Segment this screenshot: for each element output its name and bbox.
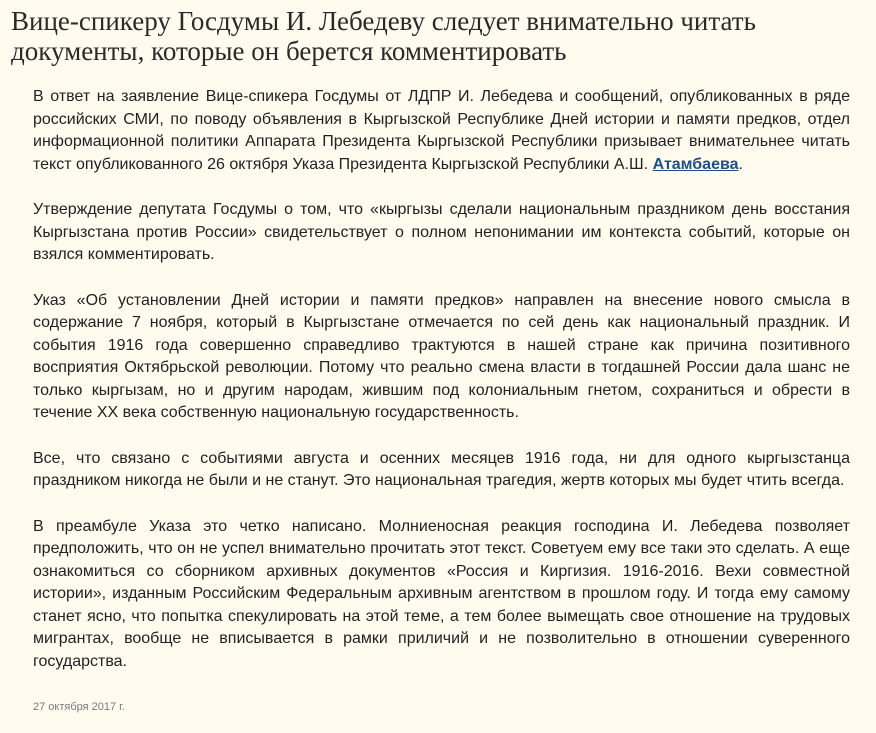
- paragraph-4: Все, что связано с событиями августа и осенних месяцев 1916 года, ни для одного кыргызстанца праздником никогда не были и не станут. Это национальная трагедия, жертв которых мы будет чтить всегда.: [33, 449, 850, 489]
- publication-date: 27 октября 2017 г.: [33, 701, 125, 713]
- paragraph-5: В преамбуле Указа это четко написано. Молниеносная реакция господина И. Лебедева позволяет предположить, что он не успел внимательно прочитать этот текст. Советуем ему все таки это сделать. А еще ознакомиться со сборником архивных документов «Россия и Киргизия. 1916-2016. Вехи совместной истории», изданным Российским Федеральным архивным агентством в прошлом году. И тогда ему самому станет ясно, что попытка спекулировать на этой теме, а тем более вымещать свое отношение на трудовых мигрантах, вообще не вписывается в рамки приличий и не позволительно в отношении суверенного государства.: [33, 517, 850, 670]
- atambaev-link[interactable]: Атамбаева: [652, 155, 739, 173]
- paragraph-1-end: .: [738, 155, 743, 173]
- paragraph-1-text: В ответ на заявление Вице-спикера Госдумы от ЛДПР И. Лебедева и сообщений, опубликованных в ряде российских СМИ, по поводу объявления в Кыргызской Республике Дней истории и памяти предков, отдел информационной политики Аппарата Президента Кыргызской Республики призывает внимательнее читать текст опубликованного 26 октября Указа Президента Кыргызской Республики А.Ш.: [33, 88, 850, 173]
- paragraph-1: [33, 86, 850, 176]
- paragraph-3: Указ «Об установлении Дней истории и памяти предков» направлен на внесение нового смысла в содержание 7 ноября, который в Кыргызстане отмечается по сей день как национальный праздник. И события 1916 года совершенно справедливо трактуются в нашей стране как причина позитивного восприятия Октябрьской революции. Потому что реально смена власти в тогдашней России дала шанс не только кыргызам, но и другим народам, жившим под колониальным гнетом, сохраниться и обрести в течение XX века собственную национальную государственность.: [33, 291, 850, 421]
- article-body: [33, 86, 850, 696]
- paragraph-2: Утверждение депутата Госдумы о том, что «кыргызы сделали национальным праздником день восстания Кыргызстана против России» свидетельствует о полном непонимании им контекста событий, которые он взялся комментировать.: [33, 201, 850, 263]
- article-title: Вице-спикеру Госдумы И. Лебедеву следует внимательно читать документы, которые он берется комментировать: [11, 6, 756, 66]
